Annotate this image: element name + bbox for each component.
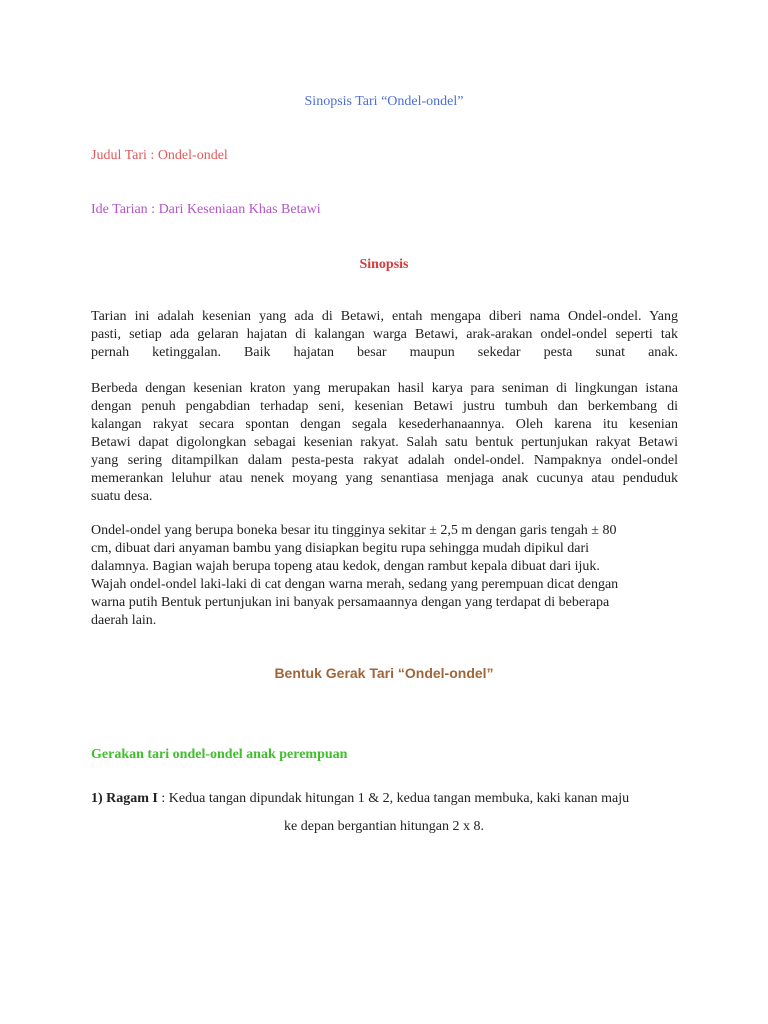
paragraph-line: memerankan leluhur atau nenek moyang yang senantiasa menjaga anak cucunya atau penduduk [91, 471, 678, 486]
paragraph-line: Betawi dapat digolongkan sebagai kesenian rakyat. Salah satu bentuk pertunjukan rakyat Betawi [91, 435, 678, 450]
paragraph-2 [91, 380, 678, 506]
judul-tari: Judul Tari : Ondel-ondel [91, 148, 228, 163]
ragam-1-label: 1) Ragam I [91, 791, 158, 806]
paragraph-line: yang sering ditampilkan dalam pesta-pesta rakyat adalah ondel-ondel. Nampaknya ondel-ondel [91, 453, 678, 468]
gerakan-perempuan-heading: Gerakan tari ondel-ondel anak perempuan [91, 747, 348, 762]
ide-tarian: Ide Tarian : Dari Keseniaan Khas Betawi [91, 202, 321, 217]
paragraph-line: daerah lain. [91, 613, 157, 628]
ragam-1-continuation: ke depan bergantian hitungan 2 x 8. [284, 819, 484, 834]
paragraph-line: Wajah ondel-ondel laki-laki di cat dengan warna merah, sedang yang perempuan dicat dengan [91, 577, 619, 592]
ragam-1-text: : Kedua tangan dipundak hitungan 1 & 2, kedua tangan membuka, kaki kanan maju [157, 791, 630, 806]
paragraph-line: suatu desa. [91, 489, 153, 504]
paragraph-line: dengan penuh pengabdian terhadap seni, kesenian Betawi justru tumbuh dan berkembang di [91, 399, 678, 414]
document-title: Sinopsis Tari “Ondel-ondel” [304, 94, 464, 109]
paragraph-line: Ondel-ondel yang berupa boneka besar itu tingginya sekitar ± 2,5 m dengan garis tengah ± 80 [91, 523, 617, 538]
paragraph-1 [91, 308, 678, 362]
ragam-1-line [91, 791, 629, 807]
paragraph-line: dalamnya. Bagian wajah berupa topeng atau kedok, dengan rambut kepala dibuat dari ijuk. [91, 559, 600, 574]
paragraph-line: warna putih Bentuk pertunjukan ini banyak persamaannya dengan yang terdapat di beberapa [91, 595, 610, 610]
paragraph-line: pernah ketinggalan. Baik hajatan besar maupun sekedar pesta sunat anak. [91, 345, 678, 360]
paragraph-line: cm, dibuat dari anyaman bambu yang disiapkan begitu rupa sehingga mudah dipikul dari [91, 541, 590, 556]
paragraph-line: Tarian ini adalah kesenian yang ada di Betawi, entah mengapa diberi nama Ondel-ondel. Yang [91, 309, 678, 324]
sinopsis-heading: Sinopsis [359, 257, 409, 272]
paragraph-line: pasti, setiap ada gelaran hajatan di kalangan warga Betawi, arak-arakan ondel-ondel seperti tak [91, 327, 678, 342]
paragraph-3 [91, 522, 678, 630]
paragraph-line: kalangan rakyat secara spontan dengan segala kesederhanaannya. Oleh karena itu kesenian [91, 417, 678, 432]
bentuk-gerak-heading: Bentuk Gerak Tari “Ondel-ondel” [274, 665, 494, 681]
paragraph-line: Berbeda dengan kesenian kraton yang merupakan hasil karya para seniman di lingkungan istana [91, 381, 678, 396]
